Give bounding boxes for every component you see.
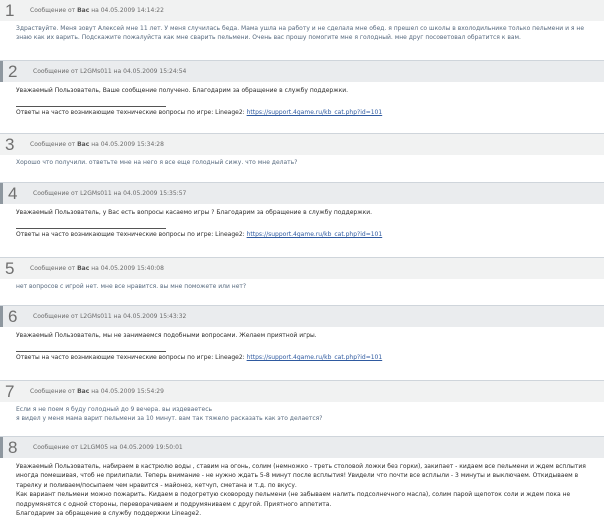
message-number: 6: [8, 307, 18, 326]
message-header: [0, 183, 604, 204]
faq-line: Ответы на часто возникающие технические вопросы по игре: Lineage2: https://support.4game.ru/kb_cat.php?id=101: [16, 231, 383, 238]
message-line: Уважаемый Пользователь, мы не занимаемся подобными вопросами. Желаем приятной игры.: [16, 332, 317, 339]
faq-line: Ответы на часто возникающие технические вопросы по игре: Lineage2: https://support.4game.ru/kb_cat.php?id=101: [16, 354, 383, 361]
message-line: Здраствуйте. Меня зовут Алексей мне 11 лет. У меня случилась беда. Мама ушла на работу и не сделала мне обед. я прешел со школы в вхолодильнике только пельмени и я не: [16, 25, 585, 32]
message-line: Уважаемый Пользователь, набираем в кастрюлю воды , ставим на огонь, солим (немножко - треть столовой ложки без горки), закипает - кидаем все пельмени и ждем всплытия: [16, 463, 586, 470]
message-author: L2LGM05: [80, 444, 109, 451]
faq-link[interactable]: https://support.4game.ru/kb_cat.php?id=101: [246, 231, 383, 238]
message-line: знаю как их варить. Подскажите пожалуйста как мне сварить пельмени. Очень вас прошу помогите мне я голодный. мне друг посоветовал обратится к вам.: [16, 34, 521, 41]
message-body: [0, 21, 604, 58]
message-body: [0, 327, 604, 376]
message-header: [0, 381, 604, 402]
message-datetime: 04.05.2009 15:34:28: [100, 141, 164, 148]
faq-link[interactable]: https://support.4game.ru/kb_cat.php?id=101: [246, 109, 383, 116]
message-header: [0, 61, 604, 82]
message-body: [0, 204, 604, 253]
message-datetime: 04.05.2009 14:14:22: [100, 7, 164, 14]
message-number: 4: [8, 184, 18, 203]
message-2: [0, 60, 604, 131]
message-line: Как вариант пельмени можно пожарить. Кидаем в подогретую сковороду пельмени (не забываем налить подсолнечного масла), солим парой щепоток соли и ждем пока не: [16, 491, 571, 499]
message-author: L2GMs011: [80, 313, 112, 320]
message-header: [0, 134, 604, 155]
message-datetime: 04.05.2009 15:40:08: [100, 265, 164, 272]
message-author: Вас: [77, 7, 90, 14]
message-author: Вас: [77, 141, 90, 148]
message-7: [0, 380, 604, 435]
message-8: [0, 436, 604, 523]
message-header: [0, 0, 604, 21]
message-datetime: 04.05.2009 15:54:29: [100, 388, 164, 395]
message-6: [0, 305, 604, 376]
message-datetime: 04.05.2009 15:24:54: [123, 68, 187, 75]
message-meta: Сообщение от L2GMs011 на 04.05.2009 15:35:57: [33, 190, 187, 197]
message-author: Вас: [77, 265, 90, 272]
message-header: [0, 437, 604, 458]
message-line: Если я не поем я буду голодный до 9 вечера. вы издеваетесь: [16, 406, 213, 413]
message-line: тарелку и поливаем/посыпаем чем нравится - майонез, кетчуп, сметана и т.д. по вкусу.: [16, 481, 297, 489]
message-number: 3: [5, 135, 15, 154]
faq-line: Ответы на часто возникающие технические вопросы по игре: Lineage2: https://support.4game.ru/kb_cat.php?id=101: [16, 109, 383, 116]
message-number: 1: [5, 1, 15, 20]
signature-divider: [16, 228, 166, 229]
message-line: Уважаемый Пользователь, Ваше сообщение получено. Благодарим за обращение в службу поддержки.: [16, 87, 349, 94]
message-datetime: 04.05.2009 15:43:32: [123, 313, 187, 320]
message-3: [0, 133, 604, 180]
message-number: 2: [8, 62, 18, 81]
message-meta: Сообщение от Вас на 04.05.2009 15:34:28: [30, 141, 164, 148]
message-line: подрумянятся с одной стороны, переворачиваем и подрумяниваем с другой. Приятного аппетита.: [16, 500, 332, 508]
message-line: Благодарим за обращение в службу поддержки Lineage2.: [16, 510, 202, 518]
signature-divider: [16, 106, 166, 107]
message-5: [0, 257, 604, 304]
message-author: L2GMs011: [80, 190, 112, 197]
message-number: 5: [5, 259, 15, 278]
message-meta: Сообщение от L2GMs011 на 04.05.2009 15:24:54: [33, 68, 187, 75]
message-body: [0, 279, 604, 304]
message-number: 8: [8, 438, 18, 457]
message-body: [0, 82, 604, 131]
message-datetime: 04.05.2009 19:50:01: [119, 444, 183, 451]
message-header: [0, 306, 604, 327]
message-line: иногда помешивая, чтоб не прилипали. Теперь внимание - не нужно ждать 5-8 минут после всплытия! Увидели что почти все всплыли - 3 минуты и выключаем. Откидываем в: [16, 472, 579, 480]
message-line: нет вопросов с игрой нет. мне все нравится. вы мне поможете или нет?: [16, 283, 247, 290]
message-number: 7: [5, 382, 15, 401]
message-author: Вас: [77, 388, 90, 395]
message-4: [0, 182, 604, 253]
message-body: [0, 155, 604, 180]
faq-link[interactable]: https://support.4game.ru/kb_cat.php?id=101: [246, 354, 383, 361]
message-line: Хорошо что получили. ответьте мне на него я все еще голодный сижу. что мне делать?: [16, 159, 298, 166]
message-author: L2GMs011: [80, 68, 112, 75]
message-meta: Сообщение от Вас на 04.05.2009 15:40:08: [30, 265, 164, 272]
message-meta: Сообщение от L2LGM05 на 04.05.2009 19:50:01: [33, 444, 183, 451]
message-datetime: 04.05.2009 15:35:57: [123, 190, 187, 197]
signature-divider: [16, 351, 166, 352]
message-header: [0, 258, 604, 279]
message-line: я видел у меня мама варит пельмени за 10 минут. вам так тяжело расказать как это делается?: [16, 415, 323, 422]
message-body: [0, 402, 604, 435]
message-meta: Сообщение от Вас на 04.05.2009 15:54:29: [30, 388, 164, 395]
message-meta: Сообщение от Вас на 04.05.2009 14:14:22: [30, 7, 164, 14]
message-1: [0, 0, 604, 58]
message-line: Уважаемый Пользователь, у Вас есть вопросы касаемо игры ? Благодарим за обращение в службу поддержки.: [16, 209, 373, 216]
message-body: [0, 458, 604, 523]
message-meta: Сообщение от L2GMs011 на 04.05.2009 15:43:32: [33, 313, 187, 320]
